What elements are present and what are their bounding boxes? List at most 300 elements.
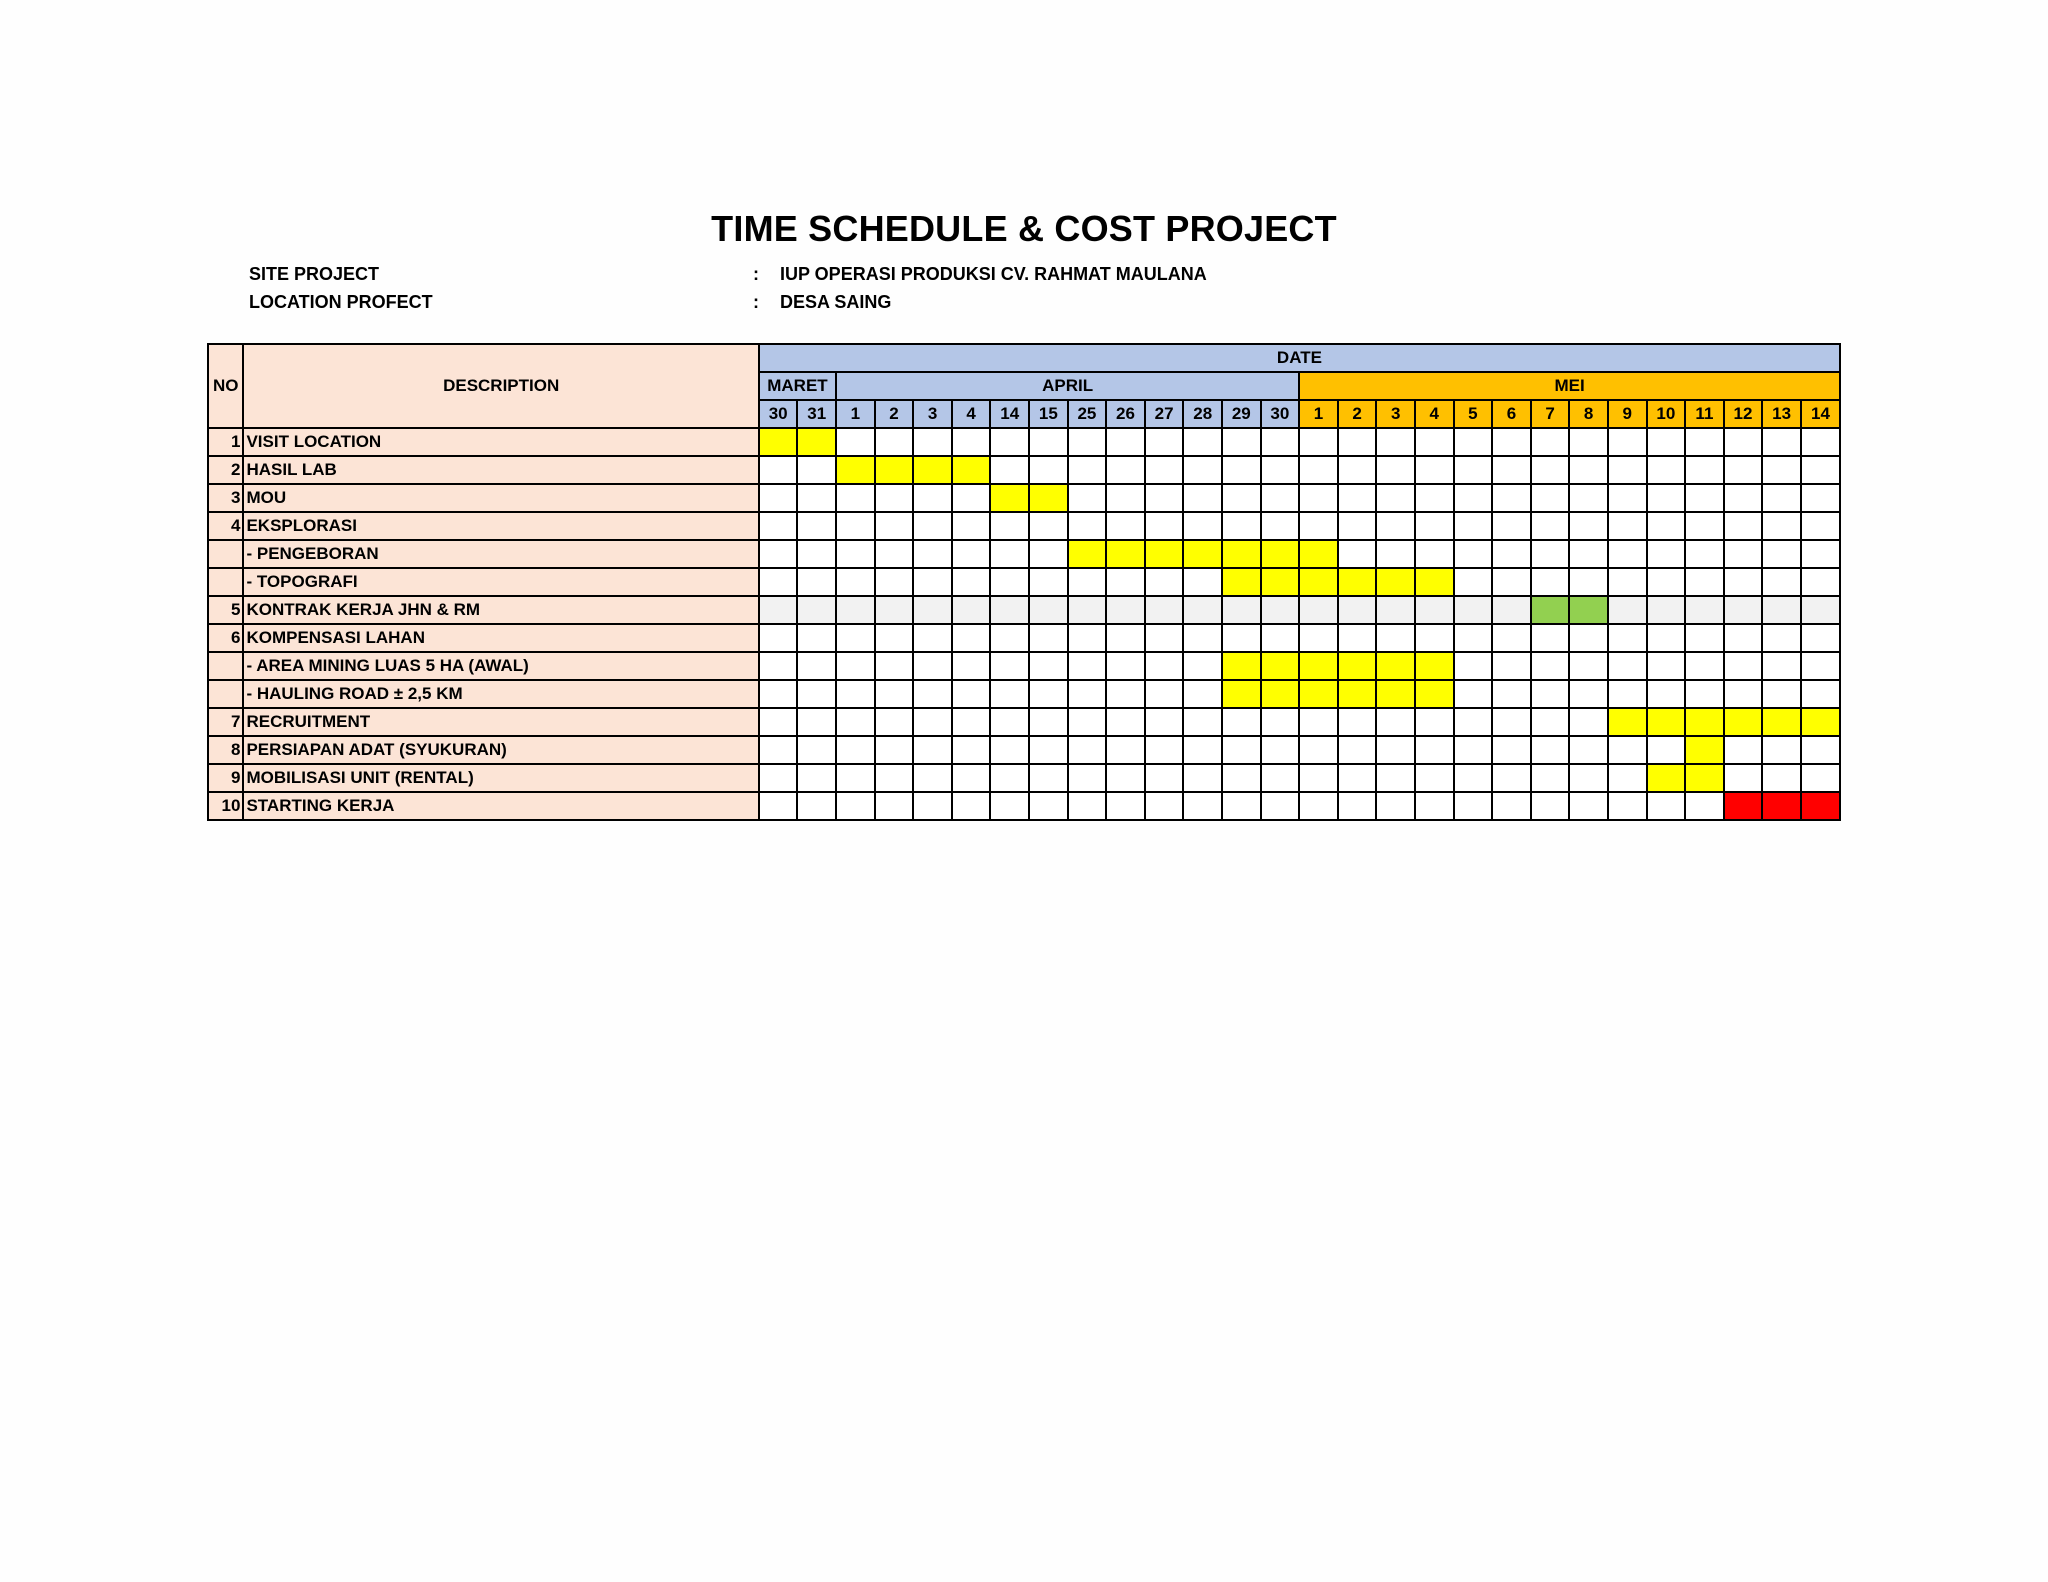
schedule-cell (1569, 540, 1608, 568)
schedule-cell (759, 484, 798, 512)
schedule-cell (1106, 484, 1145, 512)
schedule-cell (1531, 624, 1570, 652)
schedule-cell (1724, 568, 1763, 596)
schedule-cell (1145, 764, 1184, 792)
schedule-cell (1376, 428, 1415, 456)
schedule-cell (913, 708, 952, 736)
month-mei: MEI (1299, 372, 1840, 400)
schedule-cell (1068, 764, 1107, 792)
schedule-cell (1608, 792, 1647, 820)
schedule-cell (1569, 708, 1608, 736)
schedule-cell (1338, 624, 1377, 652)
schedule-cell (1531, 792, 1570, 820)
schedule-cell (1183, 736, 1222, 764)
schedule-cell (1724, 540, 1763, 568)
schedule-cell (836, 540, 875, 568)
schedule-cell (1647, 680, 1686, 708)
schedule-cell (1299, 512, 1338, 540)
schedule-cell (1338, 708, 1377, 736)
site-project-colon: : (753, 264, 759, 284)
schedule-cell (1299, 708, 1338, 736)
schedule-cell (875, 624, 914, 652)
day-april-26: 26 (1106, 400, 1145, 428)
schedule-cell (1183, 624, 1222, 652)
day-mei-11: 11 (1685, 400, 1724, 428)
schedule-cell (1145, 736, 1184, 764)
schedule-cell (1338, 512, 1377, 540)
schedule-cell (1762, 512, 1801, 540)
schedule-cell (1029, 736, 1068, 764)
schedule-cell (836, 512, 875, 540)
schedule-cell (1068, 428, 1107, 456)
schedule-cell-filled (1376, 568, 1415, 596)
schedule-cell (1183, 652, 1222, 680)
table-row (208, 764, 1840, 792)
schedule-cell (797, 708, 836, 736)
task-description: HASIL LAB (243, 456, 758, 484)
schedule-cell-filled (913, 456, 952, 484)
schedule-cell (1222, 428, 1261, 456)
schedule-cell (1299, 428, 1338, 456)
schedule-cell (1145, 428, 1184, 456)
schedule-cell (1222, 512, 1261, 540)
schedule-cell (1106, 652, 1145, 680)
schedule-cell-filled (1801, 792, 1840, 820)
day-mei-4: 4 (1415, 400, 1454, 428)
schedule-cell (1145, 512, 1184, 540)
schedule-cell-filled (1569, 596, 1608, 624)
schedule-cell-filled (1531, 596, 1570, 624)
schedule-cell-filled (1762, 708, 1801, 736)
schedule-cell (1222, 764, 1261, 792)
schedule-cell (1183, 568, 1222, 596)
table-row (208, 792, 1840, 820)
schedule-cell (913, 652, 952, 680)
schedule-cell (1531, 512, 1570, 540)
schedule-cell (1068, 456, 1107, 484)
task-number (208, 568, 243, 596)
schedule-cell (1338, 484, 1377, 512)
schedule-cell (1106, 624, 1145, 652)
schedule-cell (1531, 568, 1570, 596)
schedule-cell (1106, 764, 1145, 792)
task-number: 3 (208, 484, 243, 512)
schedule-cell-filled (875, 456, 914, 484)
schedule-cell (1801, 428, 1840, 456)
schedule-cell (1029, 708, 1068, 736)
schedule-cell (1685, 428, 1724, 456)
schedule-cell (1106, 512, 1145, 540)
schedule-cell (1145, 652, 1184, 680)
schedule-cell (1261, 736, 1300, 764)
schedule-cell (759, 596, 798, 624)
schedule-cell (1801, 680, 1840, 708)
schedule-cell (1415, 456, 1454, 484)
schedule-cell (1608, 456, 1647, 484)
table-row (208, 680, 1840, 708)
schedule-cell (1762, 680, 1801, 708)
schedule-cell (952, 764, 991, 792)
schedule-cell (1415, 764, 1454, 792)
schedule-cell (875, 512, 914, 540)
schedule-cell-filled (1145, 540, 1184, 568)
schedule-cell-filled (1338, 652, 1377, 680)
schedule-cell (1454, 568, 1493, 596)
schedule-cell (1492, 512, 1531, 540)
schedule-cell (952, 680, 991, 708)
schedule-cell (1299, 792, 1338, 820)
schedule-cell-filled (1261, 680, 1300, 708)
day-april-28: 28 (1183, 400, 1222, 428)
schedule-cell (1106, 456, 1145, 484)
location-project-colon: : (753, 292, 759, 312)
schedule-cell-filled (1415, 652, 1454, 680)
schedule-cell (1762, 652, 1801, 680)
schedule-cell (990, 624, 1029, 652)
day-april-3: 3 (913, 400, 952, 428)
schedule-cell-filled (797, 428, 836, 456)
schedule-cell (1801, 652, 1840, 680)
schedule-cell (1029, 792, 1068, 820)
schedule-cell (952, 652, 991, 680)
schedule-cell (1454, 540, 1493, 568)
schedule-cell (759, 764, 798, 792)
table-row (208, 456, 1840, 484)
schedule-cell (1724, 736, 1763, 764)
schedule-cell (1569, 652, 1608, 680)
schedule-cell (1724, 484, 1763, 512)
schedule-cell (1647, 512, 1686, 540)
schedule-cell (1299, 764, 1338, 792)
schedule-cell (1762, 456, 1801, 484)
schedule-cell (1724, 764, 1763, 792)
schedule-cell (1145, 792, 1184, 820)
schedule-cell (1145, 708, 1184, 736)
day-mei-2: 2 (1338, 400, 1377, 428)
schedule-cell (1724, 512, 1763, 540)
schedule-cell (1762, 428, 1801, 456)
schedule-cell (1261, 428, 1300, 456)
day-april-25: 25 (1068, 400, 1107, 428)
schedule-cell (836, 624, 875, 652)
schedule-cell-filled (1685, 736, 1724, 764)
task-description: MOBILISASI UNIT (RENTAL) (243, 764, 758, 792)
schedule-cell (1569, 456, 1608, 484)
schedule-cell (1569, 484, 1608, 512)
table-row (208, 568, 1840, 596)
schedule-cell-filled (1647, 764, 1686, 792)
schedule-cell (875, 596, 914, 624)
schedule-cell (1724, 680, 1763, 708)
header-row-date (208, 344, 1840, 372)
schedule-cell (759, 540, 798, 568)
schedule-cell (1569, 428, 1608, 456)
schedule-cell (759, 624, 798, 652)
schedule-cell (1376, 484, 1415, 512)
day-april-2: 2 (875, 400, 914, 428)
schedule-cell (1492, 568, 1531, 596)
schedule-cell (1222, 792, 1261, 820)
schedule-cell (1299, 596, 1338, 624)
day-mei-10: 10 (1647, 400, 1686, 428)
schedule-cell (1801, 764, 1840, 792)
schedule-cell (1338, 764, 1377, 792)
schedule-cell (1338, 540, 1377, 568)
schedule-cell (1068, 568, 1107, 596)
schedule-cell (1222, 708, 1261, 736)
day-mei-5: 5 (1454, 400, 1493, 428)
schedule-cell (1338, 596, 1377, 624)
task-description: EKSPLORASI (243, 512, 758, 540)
schedule-cell (1801, 568, 1840, 596)
schedule-cell (1801, 540, 1840, 568)
schedule-cell (1647, 792, 1686, 820)
schedule-cell (1454, 624, 1493, 652)
day-mei-9: 9 (1608, 400, 1647, 428)
day-april-29: 29 (1222, 400, 1261, 428)
schedule-cell (1183, 428, 1222, 456)
schedule-cell-filled (1762, 792, 1801, 820)
schedule-cell (1492, 708, 1531, 736)
schedule-cell (1261, 764, 1300, 792)
schedule-cell (1029, 512, 1068, 540)
schedule-cell (797, 680, 836, 708)
schedule-cell (1299, 736, 1338, 764)
schedule-cell (875, 652, 914, 680)
schedule-cell (1029, 764, 1068, 792)
schedule-cell (1106, 680, 1145, 708)
schedule-cell-filled (1685, 708, 1724, 736)
schedule-cell (1029, 624, 1068, 652)
schedule-cell (1106, 568, 1145, 596)
schedule-cell (952, 428, 991, 456)
schedule-cell (1145, 596, 1184, 624)
schedule-cell (1183, 764, 1222, 792)
schedule-cell (836, 596, 875, 624)
schedule-cell (1376, 596, 1415, 624)
schedule-cell (1145, 484, 1184, 512)
schedule-cell (875, 428, 914, 456)
schedule-cell (1106, 596, 1145, 624)
schedule-cell (1261, 456, 1300, 484)
schedule-cell (1376, 708, 1415, 736)
schedule-cell (1338, 736, 1377, 764)
schedule-cell (1029, 680, 1068, 708)
schedule-cell (1531, 652, 1570, 680)
schedule-cell (1569, 792, 1608, 820)
site-project-row (0, 264, 2048, 288)
schedule-cell-filled (1222, 652, 1261, 680)
table-row (208, 540, 1840, 568)
schedule-cell (836, 680, 875, 708)
schedule-cell-filled (1647, 708, 1686, 736)
schedule-cell (1454, 596, 1493, 624)
schedule-cell-filled (1222, 568, 1261, 596)
schedule-cell (1454, 792, 1493, 820)
location-project-row (0, 292, 2048, 316)
schedule-cell (1531, 708, 1570, 736)
schedule-cell (1762, 484, 1801, 512)
schedule-cell (990, 652, 1029, 680)
schedule-cell (913, 512, 952, 540)
task-description: RECRUITMENT (243, 708, 758, 736)
schedule-cell (1647, 624, 1686, 652)
schedule-cell (1531, 428, 1570, 456)
schedule-cell (1569, 764, 1608, 792)
schedule-cell (1029, 652, 1068, 680)
schedule-cell (1415, 624, 1454, 652)
schedule-cell (875, 792, 914, 820)
task-description: KOMPENSASI LAHAN (243, 624, 758, 652)
schedule-cell (1685, 456, 1724, 484)
schedule-cell-filled (990, 484, 1029, 512)
schedule-cell-filled (1415, 680, 1454, 708)
task-description: - TOPOGRAFI (243, 568, 758, 596)
schedule-cell (1762, 596, 1801, 624)
schedule-cell (875, 540, 914, 568)
schedule-table (207, 343, 1841, 821)
task-description: STARTING KERJA (243, 792, 758, 820)
schedule-cell (797, 512, 836, 540)
page-title: TIME SCHEDULE & COST PROJECT (711, 208, 1337, 249)
schedule-cell (759, 512, 798, 540)
schedule-cell (1415, 708, 1454, 736)
schedule-cell (1261, 484, 1300, 512)
schedule-cell (1801, 624, 1840, 652)
schedule-cell (913, 764, 952, 792)
schedule-cell-filled (952, 456, 991, 484)
day-mei-8: 8 (1569, 400, 1608, 428)
schedule-cell (913, 540, 952, 568)
schedule-cell (1492, 764, 1531, 792)
schedule-cell (1647, 484, 1686, 512)
schedule-cell (1608, 736, 1647, 764)
schedule-cell (1415, 484, 1454, 512)
schedule-cell (1415, 428, 1454, 456)
task-description: - AREA MINING LUAS 5 HA (AWAL) (243, 652, 758, 680)
schedule-cell (1454, 456, 1493, 484)
schedule-cell (1145, 624, 1184, 652)
schedule-cell (1724, 456, 1763, 484)
schedule-cell (952, 484, 991, 512)
schedule-cell (1724, 428, 1763, 456)
schedule-cell (1029, 456, 1068, 484)
schedule-cell (759, 736, 798, 764)
schedule-cell (1106, 708, 1145, 736)
schedule-cell (1222, 456, 1261, 484)
schedule-cell (836, 736, 875, 764)
task-number: 9 (208, 764, 243, 792)
schedule-cell (1454, 764, 1493, 792)
schedule-cell (1183, 596, 1222, 624)
schedule-cell (1299, 456, 1338, 484)
schedule-cell-filled (1415, 568, 1454, 596)
schedule-cell (1183, 708, 1222, 736)
table-row (208, 512, 1840, 540)
schedule-cell-filled (1338, 568, 1377, 596)
schedule-cell (1492, 596, 1531, 624)
schedule-cell (1068, 792, 1107, 820)
task-number: 7 (208, 708, 243, 736)
schedule-cell (913, 484, 952, 512)
schedule-cell (759, 568, 798, 596)
location-project-value: DESA SAING (780, 292, 892, 312)
task-number: 5 (208, 596, 243, 624)
day-mei-7: 7 (1531, 400, 1570, 428)
schedule-cell (797, 484, 836, 512)
schedule-cell (1068, 708, 1107, 736)
schedule-cell (990, 736, 1029, 764)
day-april-15: 15 (1029, 400, 1068, 428)
schedule-cell (1801, 512, 1840, 540)
schedule-cell (836, 484, 875, 512)
schedule-cell (1801, 736, 1840, 764)
schedule-cell (952, 512, 991, 540)
schedule-cell-filled (1376, 680, 1415, 708)
schedule-cell (1454, 512, 1493, 540)
day-april-14: 14 (990, 400, 1029, 428)
schedule-cell (1608, 484, 1647, 512)
schedule-cell (1685, 512, 1724, 540)
schedule-cell (1222, 596, 1261, 624)
site-project-label: SITE PROJECT (249, 264, 380, 284)
schedule-cell (1376, 736, 1415, 764)
schedule-cell-filled (1608, 708, 1647, 736)
schedule-cell (1376, 456, 1415, 484)
schedule-cell (1068, 512, 1107, 540)
day-april-4: 4 (952, 400, 991, 428)
schedule-cell (1029, 596, 1068, 624)
schedule-cell-filled (1299, 540, 1338, 568)
schedule-cell (990, 764, 1029, 792)
day-april-1: 1 (836, 400, 875, 428)
task-number: 6 (208, 624, 243, 652)
task-number (208, 680, 243, 708)
schedule-cell (1068, 624, 1107, 652)
day-mei-1: 1 (1299, 400, 1338, 428)
schedule-cell (1492, 736, 1531, 764)
schedule-cell (1454, 736, 1493, 764)
schedule-cell (1261, 624, 1300, 652)
schedule-cell-filled (759, 428, 798, 456)
schedule-cell (1608, 624, 1647, 652)
schedule-cell (1647, 596, 1686, 624)
table-row (208, 652, 1840, 680)
table-row (208, 596, 1840, 624)
schedule-cell (1492, 540, 1531, 568)
schedule-cell (1685, 624, 1724, 652)
schedule-cell (1801, 596, 1840, 624)
schedule-cell (1685, 680, 1724, 708)
day-april-30: 30 (1261, 400, 1300, 428)
schedule-cell (759, 680, 798, 708)
table-row (208, 708, 1840, 736)
schedule-cell (1569, 512, 1608, 540)
schedule-cell-filled (1106, 540, 1145, 568)
schedule-cell (1068, 596, 1107, 624)
schedule-cell (1261, 792, 1300, 820)
schedule-cell (1261, 512, 1300, 540)
day-mei-12: 12 (1724, 400, 1763, 428)
schedule-cell-filled (1299, 568, 1338, 596)
schedule-cell-filled (1222, 540, 1261, 568)
month-maret: MARET (759, 372, 836, 400)
schedule-cell (1724, 596, 1763, 624)
schedule-cell (1415, 596, 1454, 624)
schedule-cell (1647, 456, 1686, 484)
task-number: 8 (208, 736, 243, 764)
schedule-cell (797, 596, 836, 624)
